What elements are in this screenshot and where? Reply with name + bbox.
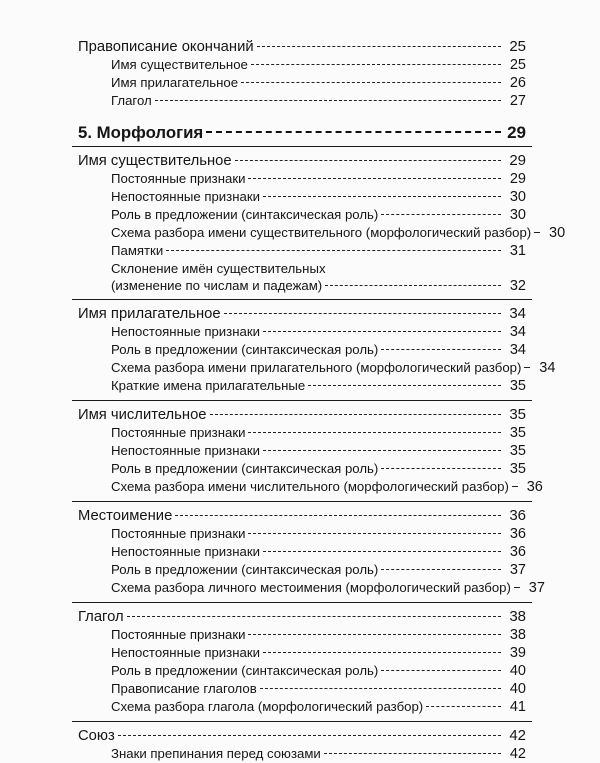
page-number: 35 — [509, 378, 526, 394]
dot-leader — [257, 45, 501, 47]
page-number: 41 — [509, 699, 526, 715]
toc-entry[interactable] — [78, 608, 526, 626]
toc-entry[interactable] — [78, 727, 526, 745]
toc-entry[interactable] — [78, 56, 526, 74]
page-number: 26 — [509, 75, 526, 91]
dot-leader — [308, 384, 501, 386]
toc-entry[interactable] — [78, 507, 526, 525]
entry-title: Памятки — [111, 243, 164, 258]
toc-entry[interactable] — [78, 442, 526, 460]
divider — [72, 146, 532, 147]
page-number: 37 — [528, 580, 545, 596]
page-number: 30 — [509, 189, 526, 205]
dot-leader — [514, 586, 520, 588]
page-number: 42 — [509, 727, 526, 744]
dot-leader — [263, 330, 501, 332]
toc-entry[interactable] — [78, 305, 526, 323]
page-number: 36 — [509, 526, 526, 542]
dot-leader — [263, 651, 501, 653]
page-number: 25 — [509, 38, 526, 55]
toc-entry[interactable] — [78, 170, 526, 188]
toc-entry-line1[interactable] — [78, 260, 526, 277]
page-number: 39 — [509, 645, 526, 661]
page-number: 25 — [509, 57, 526, 73]
divider — [72, 602, 532, 603]
entry-title: Местоимение — [78, 508, 173, 524]
dot-leader — [175, 514, 501, 516]
entry-title: Правописание глаголов — [111, 681, 257, 696]
toc-entry[interactable] — [78, 341, 526, 359]
toc-entry[interactable] — [78, 745, 526, 763]
page-number: 34 — [539, 360, 556, 376]
toc-entry[interactable] — [78, 478, 543, 496]
dot-leader — [251, 63, 501, 65]
dot-leader — [248, 177, 501, 179]
entry-title: Глагол — [111, 93, 152, 108]
toc-entry[interactable] — [78, 406, 526, 424]
page-number: 29 — [507, 123, 526, 142]
toc-entry[interactable] — [78, 424, 526, 442]
entry-title: Знаки препинания перед союзами — [111, 746, 321, 761]
dot-leader — [381, 213, 501, 215]
entry-title: Непостоянные признаки — [111, 324, 260, 339]
entry-title: Глагол — [78, 609, 124, 625]
toc-entry[interactable] — [78, 644, 526, 662]
page-number: 36 — [509, 507, 526, 524]
entry-title: Роль в предложении (синтаксическая роль) — [111, 342, 379, 357]
entry-title: Постоянные признаки — [111, 425, 246, 440]
entry-title: Имя прилагательное — [78, 306, 221, 322]
entry-title: Постоянные признаки — [111, 171, 246, 186]
toc-entry[interactable] — [78, 377, 526, 395]
entry-title: Непостоянные признаки — [111, 443, 260, 458]
toc-entry[interactable] — [78, 698, 526, 716]
entry-title: Склонение имён существительных — [111, 261, 326, 276]
dot-leader — [248, 532, 501, 534]
dot-leader — [224, 312, 501, 314]
page-number: 36 — [526, 479, 543, 495]
toc-entry[interactable] — [78, 92, 526, 110]
toc-entry[interactable] — [78, 662, 526, 680]
dot-leader — [241, 81, 501, 83]
entry-title: Непостоянные признаки — [111, 645, 260, 660]
entry-title: Роль в предложении (синтаксическая роль) — [111, 461, 379, 476]
dot-leader — [426, 705, 501, 707]
page-number: 40 — [509, 663, 526, 679]
entry-title: Правописание окончаний — [78, 39, 254, 55]
page-number: 35 — [509, 406, 526, 423]
dot-leader — [155, 99, 501, 101]
page-number: 34 — [509, 324, 526, 340]
toc-entry[interactable] — [78, 579, 545, 597]
entry-title: Схема разбора личного местоимения (морфологический разбор) — [111, 580, 511, 595]
dot-leader — [235, 159, 501, 161]
page-number: 35 — [509, 461, 526, 477]
dot-leader — [210, 413, 501, 415]
dot-leader — [263, 449, 501, 451]
page-number: 38 — [509, 608, 526, 625]
toc-entry[interactable] — [78, 188, 526, 206]
page-number: 30 — [549, 225, 566, 241]
entry-title: Имя числительное — [78, 407, 207, 423]
chapter-heading[interactable] — [78, 120, 526, 146]
dot-leader — [118, 734, 501, 736]
entry-title: Постоянные признаки — [111, 526, 246, 541]
toc-entry[interactable] — [78, 74, 526, 92]
page-number: 42 — [509, 746, 526, 762]
table-of-contents — [78, 38, 566, 763]
dot-leader — [263, 550, 501, 552]
divider — [72, 721, 532, 722]
page-number: 36 — [509, 544, 526, 560]
page-number: 30 — [509, 207, 526, 223]
dot-leader — [381, 669, 501, 671]
entry-title: Роль в предложении (синтаксическая роль) — [111, 663, 379, 678]
entry-title: Имя прилагательное — [111, 75, 239, 90]
page-number: 31 — [509, 243, 526, 259]
page-number: 40 — [509, 681, 526, 697]
page-number: 34 — [509, 342, 526, 358]
divider — [72, 501, 532, 502]
dot-leader — [127, 615, 501, 617]
entry-title-continued: (изменение по числам и падежам) — [111, 278, 323, 293]
page-number: 29 — [509, 152, 526, 169]
toc-entry[interactable] — [78, 680, 526, 698]
dot-leader — [381, 348, 501, 350]
dot-leader — [381, 467, 501, 469]
toc-entry[interactable] — [78, 359, 556, 377]
entry-title: Непостоянные признаки — [111, 189, 260, 204]
dot-leader — [534, 231, 540, 233]
dot-leader — [524, 366, 530, 368]
toc-entry[interactable] — [78, 206, 526, 224]
page-number: 38 — [509, 627, 526, 643]
entry-title: Имя существительное — [78, 153, 232, 169]
entry-title: Схема разбора имени существительного (морфологический разбор) — [111, 225, 532, 240]
page-number: 37 — [509, 562, 526, 578]
dot-leader — [166, 249, 501, 251]
toc-entry[interactable] — [78, 242, 526, 260]
toc-entry[interactable] — [78, 323, 526, 341]
page-number: 27 — [509, 93, 526, 109]
entry-title: Союз — [78, 728, 115, 744]
toc-entry[interactable] — [78, 543, 526, 561]
toc-entry-line2[interactable] — [78, 277, 526, 294]
dot-leader — [248, 633, 501, 635]
toc-entry[interactable] — [78, 460, 526, 478]
dot-leader — [324, 752, 501, 754]
page-number: 29 — [509, 171, 526, 187]
page-number: 35 — [509, 425, 526, 441]
entry-title: Непостоянные признаки — [111, 544, 260, 559]
dot-leader — [263, 195, 501, 197]
dot-leader — [248, 431, 501, 433]
entry-title: Роль в предложении (синтаксическая роль) — [111, 562, 379, 577]
entry-title: Краткие имена прилагательные — [111, 378, 306, 393]
page-number: 34 — [509, 305, 526, 322]
entry-title: Постоянные признаки — [111, 627, 246, 642]
toc-entry[interactable] — [78, 561, 526, 579]
divider — [72, 400, 532, 401]
toc-entry[interactable] — [78, 38, 526, 56]
dot-leader — [512, 485, 518, 487]
chapter-title: 5. Морфология — [78, 123, 204, 142]
toc-entry[interactable] — [78, 152, 526, 170]
entry-title: Схема разбора имени числительного (морфологический разбор) — [111, 479, 509, 494]
entry-title: Схема разбора глагола (морфологический разбор) — [111, 699, 424, 714]
entry-title: Схема разбора имени прилагательного (морфологический разбор) — [111, 360, 522, 375]
entry-title: Имя существительное — [111, 57, 248, 72]
toc-entry[interactable] — [78, 224, 566, 242]
dot-leader — [206, 130, 501, 133]
dot-leader — [325, 284, 501, 286]
page-number: 32 — [509, 278, 526, 294]
divider — [72, 299, 532, 300]
dot-leader — [260, 687, 501, 689]
entry-title: Роль в предложении (синтаксическая роль) — [111, 207, 379, 222]
toc-entry[interactable] — [78, 525, 526, 543]
toc-entry[interactable] — [78, 626, 526, 644]
page-number: 35 — [509, 443, 526, 459]
dot-leader — [381, 568, 501, 570]
